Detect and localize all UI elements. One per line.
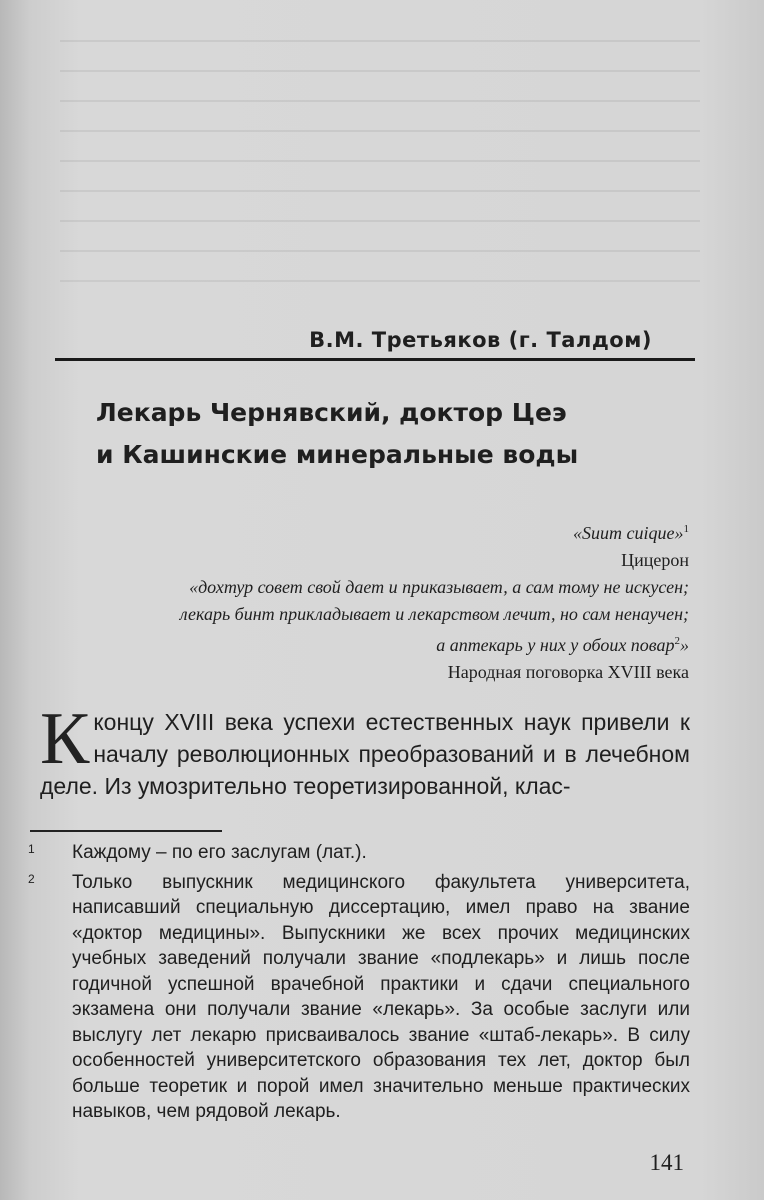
drop-cap: К xyxy=(40,698,90,780)
article-title xyxy=(96,392,696,476)
header-rule xyxy=(55,358,695,361)
title-line-1: Лекарь Чернявский, доктор Цеэ xyxy=(96,398,567,427)
epigraph-1-source: Цицерон xyxy=(621,550,689,570)
show-through-text xyxy=(60,40,700,320)
footnote-1 xyxy=(28,840,690,866)
title-line-2: и Кашинские минеральные воды xyxy=(96,440,579,469)
body-paragraph xyxy=(40,698,690,802)
footnote-2 xyxy=(28,870,690,1125)
page-number: 141 xyxy=(649,1150,684,1175)
footnote-rule xyxy=(30,830,222,832)
epigraph-2-line-1: «дохтур совет свой дает и приказывает, а сам тому не искусен; xyxy=(189,577,689,597)
epigraph-2-line-3: а аптекарь у них у обоих повар$^2$» xyxy=(436,635,689,655)
epigraphs xyxy=(49,516,689,686)
footnotes xyxy=(28,840,690,1129)
epigraph-1-quote: «Suum cuique»$^1$ xyxy=(573,523,689,543)
epigraph-2-line-2: лекарь бинт прикладывает и лекарством лечит, но сам ненаучен; xyxy=(179,604,689,624)
footnote-text: Каждому – по его заслугам (лат.). xyxy=(72,842,367,863)
footnote-number: 2 xyxy=(28,871,35,886)
footnote-text: Только выпускник медицинского факультета университета, написавший специальную диссертацию, имел право на звание «доктор медицины». Выпускники же всех прочих медицинских учебных заведений получали звание «подлекарь» и лишь после годичной успешной врачебной практики и сдачи специального экзамена они получали звание «лекарь». За особые заслуги или выслугу лет лекарю присваивалось звание «штаб-лекарь». В силу особенностей университетского образования тех лет, доктор был больше теоретик и порой имел значительно меньше практических навыков, чем рядовой лекарь. xyxy=(72,871,690,1122)
author-line: В.М. Третьяков (г. Талдом) xyxy=(309,328,652,352)
epigraph-2-source: Народная поговорка XVIII века xyxy=(447,662,689,682)
footnote-number: 1 xyxy=(28,842,35,856)
body-text: концу XVIII века успехи естественных наук привели к началу революционных преобразований и в лечебном деле. Из умозрительно теоретизированной, клас- xyxy=(40,709,690,799)
